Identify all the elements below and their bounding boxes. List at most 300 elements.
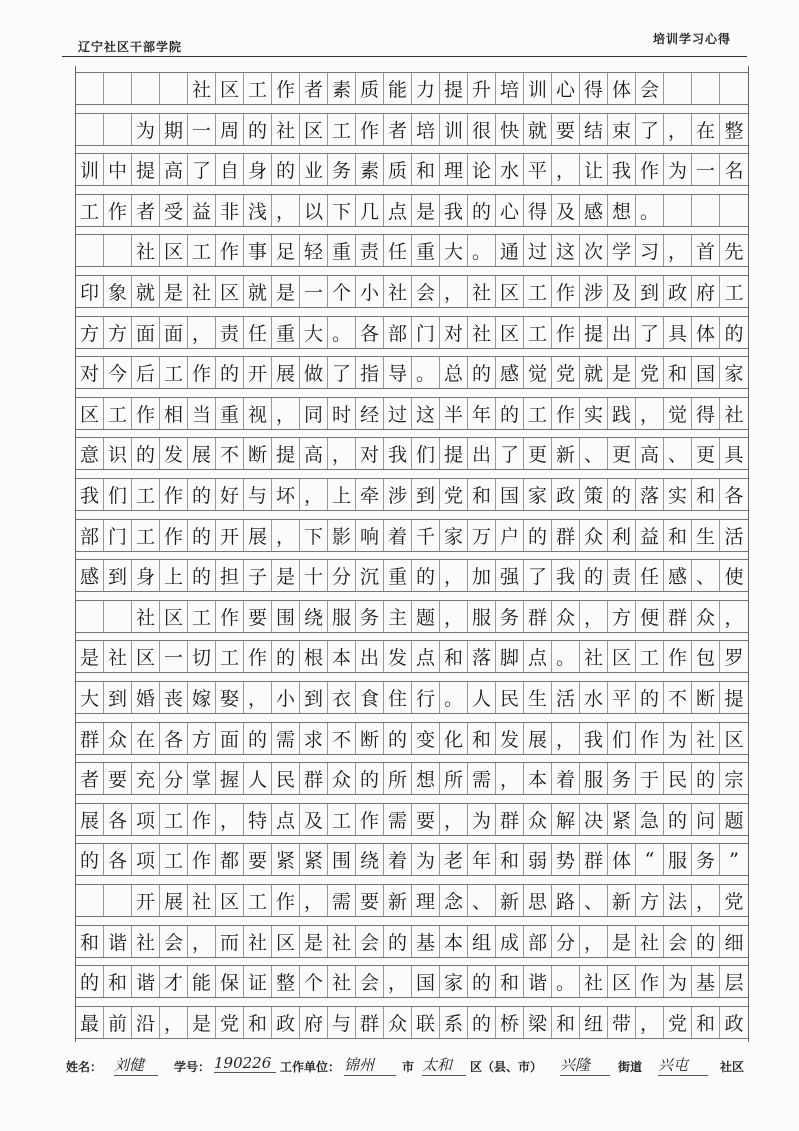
grid-cell: 指: [356, 357, 384, 388]
grid-cell: ，: [636, 398, 664, 429]
grid-cell: 众: [524, 804, 552, 835]
grid-cell: 着: [552, 763, 580, 794]
student-id-value: 190226: [214, 1054, 276, 1073]
grid-cell: 这: [552, 235, 580, 266]
grid-cell: 人: [244, 763, 272, 794]
grid-cell: 会: [636, 73, 664, 104]
grid-row: [76, 681, 748, 714]
grid-cell: 要: [244, 601, 272, 632]
grid-cell: 我: [384, 438, 412, 469]
grid-cell: 束: [608, 114, 636, 145]
grid-cell: 和: [552, 1007, 580, 1038]
grid-cell: 们: [412, 438, 440, 469]
grid-cell: 保: [216, 966, 244, 997]
grid-cell: 们: [608, 723, 636, 754]
grid-cell: 浅: [244, 195, 272, 226]
grid-cell: 的: [244, 723, 272, 754]
grid-cell: 思: [524, 885, 552, 916]
grid-cell: ，: [580, 926, 608, 957]
grid-cell: [104, 601, 132, 632]
grid-cell: 展: [188, 438, 216, 469]
grid-cell: 就: [132, 276, 160, 307]
grid-cell: 活: [552, 682, 580, 713]
grid-cell: 社: [328, 926, 356, 957]
grid-cell: 轻: [300, 235, 328, 266]
grid-cell: 工: [328, 804, 356, 835]
grid-cell: 户: [496, 520, 524, 551]
grid-cell: 者: [384, 114, 412, 145]
grid-cell: 基: [692, 966, 720, 997]
grid-cell: 食: [356, 682, 384, 713]
grid-cell: 提: [580, 317, 608, 348]
grid-cell: 部: [76, 520, 104, 551]
grid-cell: 提: [132, 154, 160, 185]
grid-cell: 群: [664, 601, 692, 632]
grid-cell: 个: [328, 276, 356, 307]
grid-cell: 区: [216, 276, 244, 307]
grid-cell: 小: [272, 682, 300, 713]
grid-cell: 会: [664, 926, 692, 957]
grid-cell: 根: [300, 641, 328, 672]
grid-cell: 了: [524, 560, 552, 591]
grid-cell: 的: [244, 114, 272, 145]
grid-cell: 利: [608, 520, 636, 551]
grid-cell: 发: [384, 641, 412, 672]
grid-cell: 今: [104, 357, 132, 388]
grid-cell: 工: [188, 601, 216, 632]
grid-cell: 生: [692, 520, 720, 551]
grid-row: [76, 275, 748, 308]
grid-cell: 势: [552, 844, 580, 875]
grid-cell: 工: [524, 317, 552, 348]
grid-cell: 的: [384, 926, 412, 957]
grid-cell: 掌: [188, 763, 216, 794]
grid-cell: 平: [524, 154, 552, 185]
grid-cell: 项: [132, 844, 160, 875]
grid-cell: [104, 885, 132, 916]
grid-cell: 家: [524, 479, 552, 510]
grid-cell: 。: [412, 357, 440, 388]
grid-cell: ，: [160, 1007, 188, 1038]
grid-cell: 作: [636, 966, 664, 997]
grid-cell: 任: [636, 560, 664, 591]
grid-cell: 与: [244, 479, 272, 510]
grid-cell: 结: [580, 114, 608, 145]
grid-cell: 家: [440, 520, 468, 551]
grid-cell: 的: [384, 723, 412, 754]
grid-cell: 分: [552, 926, 580, 957]
grid-cell: 众: [552, 601, 580, 632]
grid-cell: 、: [580, 885, 608, 916]
grid-cell: 部: [524, 926, 552, 957]
grid-cell: 解: [552, 804, 580, 835]
grid-row: [76, 1006, 748, 1039]
grid-cell: 的: [188, 520, 216, 551]
grid-cell: 落: [468, 641, 496, 672]
grid-cell: 工: [244, 885, 272, 916]
grid-cell: 在: [692, 114, 720, 145]
grid-row: [76, 843, 748, 876]
grid-cell: 培: [496, 73, 524, 104]
grid-cell: [720, 73, 748, 104]
grid-cell: 组: [468, 926, 496, 957]
grid-cell: 群: [524, 601, 552, 632]
grid-cell: 作: [104, 195, 132, 226]
grid-cell: 时: [328, 398, 356, 429]
grid-cell: 、: [580, 438, 608, 469]
grid-cell: 衣: [328, 682, 356, 713]
grid-cell: 本: [524, 763, 552, 794]
grid-cell: 展: [272, 357, 300, 388]
grid-cell: 身: [244, 154, 272, 185]
grid-cell: 的: [496, 398, 524, 429]
grid-cell: 社: [636, 926, 664, 957]
grid-cell: 提: [272, 438, 300, 469]
grid-cell: 工: [104, 398, 132, 429]
grid-cell: 和: [496, 966, 524, 997]
grid-cell: 和: [244, 1007, 272, 1038]
grid-cell: 作: [132, 398, 160, 429]
grid-cell: 在: [132, 723, 160, 754]
grid-cell: 过: [524, 235, 552, 266]
grid-cell: 沿: [132, 1007, 160, 1038]
grid-cell: 谐: [524, 966, 552, 997]
grid-cell: 感: [580, 195, 608, 226]
grid-cell: 作: [216, 235, 244, 266]
grid-row: [76, 153, 748, 186]
grid-cell: 和: [468, 479, 496, 510]
grid-cell: 到: [636, 276, 664, 307]
grid-cell: [692, 73, 720, 104]
grid-cell: 所: [440, 763, 468, 794]
grid-cell: 一: [692, 154, 720, 185]
grid-cell: 区: [216, 885, 244, 916]
grid-cell: 是: [188, 1007, 216, 1038]
grid-cell: 过: [384, 398, 412, 429]
grid-cell: 责: [356, 235, 384, 266]
grid-cell: 社: [188, 73, 216, 104]
grid-cell: 方: [104, 317, 132, 348]
grid-cell: 老: [440, 844, 468, 875]
grid-cell: 到: [300, 682, 328, 713]
grid-cell: 以: [300, 195, 328, 226]
grid-cell: 及: [608, 276, 636, 307]
grid-cell: 习: [636, 235, 664, 266]
grid-cell: 本: [440, 926, 468, 957]
grid-cell: 系: [440, 1007, 468, 1038]
grid-cell: 谐: [132, 966, 160, 997]
grid-cell: 的: [468, 357, 496, 388]
grid-cell: 绕: [356, 844, 384, 875]
grid-cell: 作: [552, 398, 580, 429]
grid-cell: 作: [356, 114, 384, 145]
grid-cell: 务: [328, 154, 356, 185]
grid-cell: ，: [496, 763, 524, 794]
grid-cell: 就: [580, 357, 608, 388]
grid-cell: 作: [272, 73, 300, 104]
grid-cell: 下: [300, 520, 328, 551]
grid-cell: 急: [636, 804, 664, 835]
grid-cell: 半: [440, 398, 468, 429]
grid-cell: 最: [76, 1007, 104, 1038]
grid-cell: 包: [692, 641, 720, 672]
grid-cell: 的: [468, 966, 496, 997]
grid-cell: 责: [608, 560, 636, 591]
grid-cell: ，: [244, 682, 272, 713]
grid-cell: 的: [468, 1007, 496, 1038]
grid-cell: 更: [608, 438, 636, 469]
grid-cell: 绕: [300, 601, 328, 632]
grid-cell: 实: [580, 398, 608, 429]
grid-cell: 训: [440, 114, 468, 145]
grid-cell: 周: [216, 114, 244, 145]
grid-cell: 先: [724, 241, 744, 263]
grid-cell: 高: [300, 438, 328, 469]
grid-cell: 当: [188, 398, 216, 429]
grid-cell: 项: [132, 804, 160, 835]
grid-cell: 是: [300, 926, 328, 957]
grid-cell: 的: [76, 966, 104, 997]
grid-cell: ，: [580, 601, 608, 632]
grid-cell: 责: [216, 317, 244, 348]
grid-cell: 切: [188, 641, 216, 672]
grid-cell: 方: [636, 885, 664, 916]
grid-cell: 社: [132, 601, 160, 632]
grid-cell: 的: [724, 323, 744, 345]
grid-cell: 更: [692, 438, 720, 469]
grid-cell: 作: [552, 317, 580, 348]
grid-cell: 家: [440, 966, 468, 997]
grid-row: [76, 803, 748, 836]
grid-cell: 工: [216, 641, 244, 672]
grid-cell: 益: [636, 520, 664, 551]
grid-cell: 民: [272, 763, 300, 794]
grid-cell: 上: [328, 479, 356, 510]
grid-cell: 体: [608, 844, 636, 875]
grid-cell: 工: [160, 804, 188, 835]
grid-cell: 论: [468, 154, 496, 185]
grid-cell: 生: [524, 682, 552, 713]
grid-cell: 需: [468, 763, 496, 794]
grid-cell: 社: [580, 641, 608, 672]
city-value: 锦州: [344, 1054, 396, 1076]
grid-cell: 社: [272, 114, 300, 145]
grid-cell: 分: [160, 763, 188, 794]
grid-cell: 升: [468, 73, 496, 104]
grid-cell: 感: [664, 560, 692, 591]
grid-cell: 着: [384, 844, 412, 875]
grid-cell: 民: [664, 763, 692, 794]
grid-cell: 服: [664, 844, 692, 875]
grid-cell: 感: [76, 560, 104, 591]
grid-cell: 婚: [132, 682, 160, 713]
grid-cell: 会: [356, 926, 384, 957]
grid-cell: 能: [188, 966, 216, 997]
grid-cell: 万: [468, 520, 496, 551]
grid-cell: 工: [188, 235, 216, 266]
grid-cell: 得: [692, 398, 720, 429]
grid-cell: 分: [328, 560, 356, 591]
grid-cell: 及: [300, 804, 328, 835]
grid-cell: 主: [384, 601, 412, 632]
grid-cell: 到: [104, 560, 132, 591]
grid-cell: 期: [160, 114, 188, 145]
grid-cell: 是: [272, 276, 300, 307]
grid-cell: 理: [440, 154, 468, 185]
grid-cell: 是: [272, 560, 300, 591]
grid-cell: 区: [608, 966, 636, 997]
grid-cell: 整: [272, 966, 300, 997]
grid-cell: 训: [524, 73, 552, 104]
grid-cell: 整: [724, 120, 744, 142]
grid-cell: ，: [272, 195, 300, 226]
grid-cell: 区: [496, 276, 524, 307]
district-value: 太和: [422, 1054, 466, 1076]
grid-cell: 具: [724, 444, 744, 466]
grid-cell: 工: [524, 398, 552, 429]
grid-cell: 纽: [580, 1007, 608, 1038]
grid-cell: 业: [300, 154, 328, 185]
grid-cell: 同: [300, 398, 328, 429]
grid-cell: 党: [664, 1007, 692, 1038]
grid-cell: 质: [384, 154, 412, 185]
grid-cell: 面: [160, 317, 188, 348]
grid-cell: 点: [524, 641, 552, 672]
grid-cell: 牵: [356, 479, 384, 510]
grid-cell: 区: [76, 398, 104, 429]
grid-cell: 对: [76, 357, 104, 388]
grid-cell: 提: [440, 438, 468, 469]
grid-cell: 名: [724, 160, 744, 182]
grid-cell: 到: [412, 479, 440, 510]
grid-cell: 家: [724, 363, 744, 385]
grid-cell: 让: [580, 154, 608, 185]
grid-cell: 水: [496, 154, 524, 185]
grid-cell: 握: [216, 763, 244, 794]
grid-cell: 任: [244, 317, 272, 348]
grid-cell: 前: [104, 1007, 132, 1038]
grid-cell: 需: [384, 804, 412, 835]
grid-cell: 作: [188, 804, 216, 835]
grid-cell: 展: [160, 885, 188, 916]
grid-cell: 担: [216, 560, 244, 591]
grid-cell: 觉: [524, 357, 552, 388]
grid-cell: 展: [244, 520, 272, 551]
grid-cell: 新: [384, 885, 412, 916]
grid-cell: 各: [104, 804, 132, 835]
grid-cell: 变: [412, 723, 440, 754]
grid-cell: 民: [496, 682, 524, 713]
grid-cell: 作: [664, 641, 692, 672]
grid-cell: 的: [356, 763, 384, 794]
grid-cell: 和: [496, 844, 524, 875]
grid-cell: [104, 235, 132, 266]
grid-cell: 基: [412, 926, 440, 957]
grid-cell: 念: [440, 885, 468, 916]
grid-cell: 要: [244, 844, 272, 875]
grid-cell: 会: [412, 276, 440, 307]
grid-row: [76, 356, 748, 389]
grid-cell: 得: [524, 195, 552, 226]
grid-cell: 者: [132, 195, 160, 226]
grid-cell: 十: [300, 560, 328, 591]
grid-cell: 发: [160, 438, 188, 469]
grid-cell: 工: [636, 641, 664, 672]
grid-cell: 。: [328, 317, 356, 348]
grid-cell: 为: [664, 723, 692, 754]
grid-cell: 。: [552, 966, 580, 997]
grid-cell: 身: [132, 560, 160, 591]
grid-cell: 作: [160, 520, 188, 551]
grid-cell: 社: [188, 885, 216, 916]
grid-cell: 沉: [356, 560, 384, 591]
grid-row: [76, 72, 748, 105]
grid-cell: 心: [552, 73, 580, 104]
grid-cell: 千: [412, 520, 440, 551]
grid-cell: 丧: [160, 682, 188, 713]
grid-cell: 为: [664, 154, 692, 185]
grid-cell: 众: [692, 601, 720, 632]
grid-cell: 和: [76, 926, 104, 957]
grid-cell: 们: [104, 479, 132, 510]
grid-cell: ，: [300, 479, 328, 510]
grid-cell: “: [636, 844, 664, 875]
grid-cell: 点: [272, 804, 300, 835]
grid-cell: ，: [692, 885, 720, 916]
grid-cell: 平: [608, 682, 636, 713]
grid-cell: ，: [636, 1007, 664, 1038]
grid-cell: 党: [440, 479, 468, 510]
grid-cell: [720, 195, 748, 226]
grid-cell: 对: [356, 438, 384, 469]
grid-cell: 素: [356, 154, 384, 185]
grid-row: [76, 478, 748, 511]
grid-cell: 素: [328, 73, 356, 104]
grid-cell: 水: [580, 682, 608, 713]
community-value: 兴屯: [658, 1054, 708, 1076]
grid-cell: 政: [552, 479, 580, 510]
grid-cell: 社: [104, 641, 132, 672]
grid-cell: 作: [552, 276, 580, 307]
grid-cell: 提: [724, 688, 744, 710]
grid-cell: 弱: [524, 844, 552, 875]
community-label: 社区: [720, 1060, 745, 1074]
grid-row: [76, 600, 748, 633]
grid-cell: 题: [724, 810, 744, 832]
grid-cell: 重: [272, 317, 300, 348]
grid-cell: 社: [328, 966, 356, 997]
grid-cell: 、: [692, 560, 720, 591]
grid-cell: 点: [412, 641, 440, 672]
grid-cell: 断: [356, 723, 384, 754]
grid-cell: 断: [244, 438, 272, 469]
grid-cell: 会: [160, 926, 188, 957]
grid-cell: 提: [440, 73, 468, 104]
grid-cell: 群: [580, 844, 608, 875]
grid-cell: 特: [244, 804, 272, 835]
grid-cell: 要: [552, 114, 580, 145]
grid-cell: 都: [216, 844, 244, 875]
grid-cell: 及: [552, 195, 580, 226]
grid-cell: 体: [608, 73, 636, 104]
grid-cell: 区: [160, 235, 188, 266]
grid-cell: 社: [468, 276, 496, 307]
grid-cell: ，: [272, 398, 300, 429]
grid-cell: 众: [384, 1007, 412, 1038]
grid-row: [76, 722, 748, 755]
grid-cell: 决: [580, 804, 608, 835]
grid-cell: 方: [188, 723, 216, 754]
